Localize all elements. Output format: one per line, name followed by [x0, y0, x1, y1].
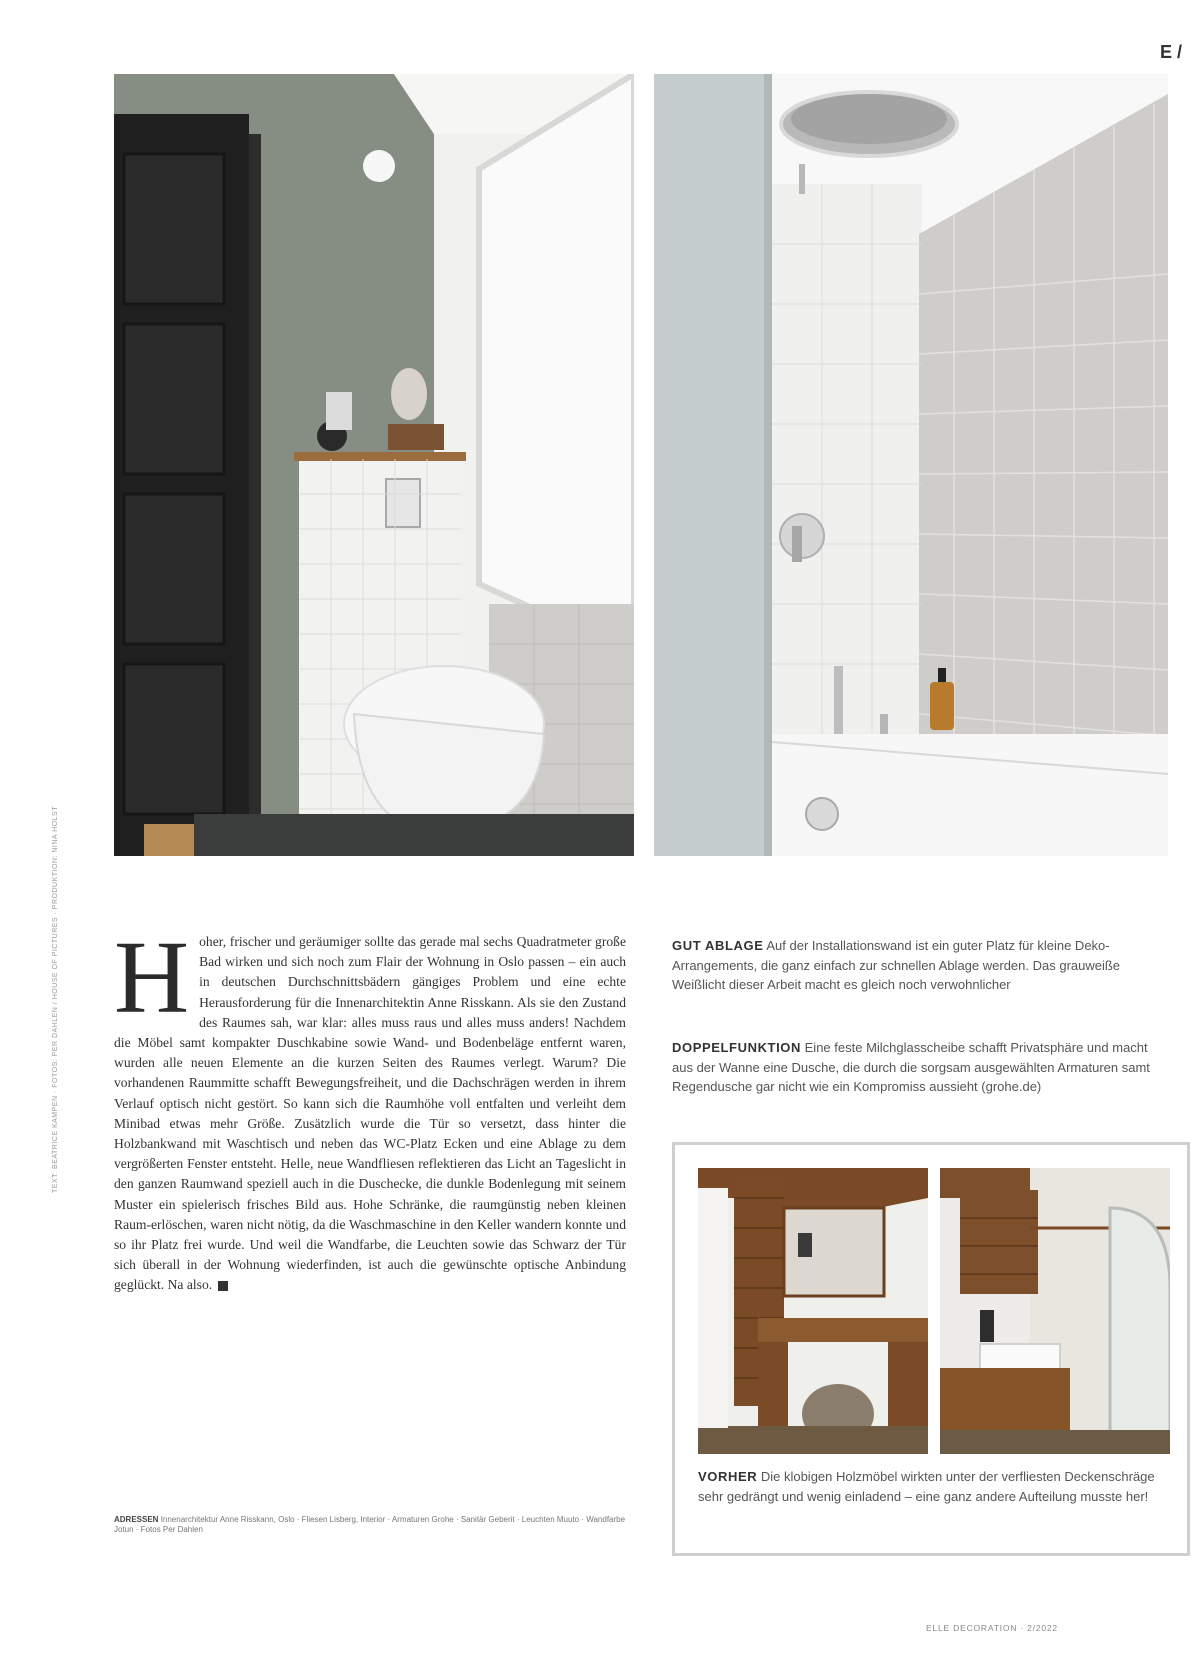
caption-lead: VORHER	[698, 1469, 758, 1484]
credits-label: ADRESSEN	[114, 1515, 159, 1524]
caption-text: Eine feste Milchglasscheibe schafft Privatsphäre und macht aus der Wanne eine Dusche, die durch die sorgsam ausgewählten Armaturen samt Regendusche gar nicht wie ein Kompromiss aussieht (grohe.de)	[672, 1040, 1150, 1094]
side-vertical-text: TEXT: BEATRICE KAMPEN · FOTOS: PER DAHLEN / HOUSE OF PICTURES · PRODUKTION: NINA HOLST	[52, 806, 59, 1193]
photo-before-sink	[940, 1168, 1170, 1454]
caption-lead: GUT ABLAGE	[672, 938, 764, 953]
photo-bathtub-shower	[654, 74, 1168, 856]
drop-cap: H	[114, 920, 190, 1035]
page-footer: ELLE DECORATION · 2/2022	[926, 1623, 1058, 1633]
photo-before-cabinet	[698, 1168, 928, 1454]
caption-vorher	[698, 1467, 1158, 1506]
caption-text: Auf der Installationswand ist ein guter Platz für kleine Deko-Arrangements, die ganz einfach zur schnellen Ablage werden. Das grauweiße Weißlicht dieser Arbeit macht es gleich noch verwohnlicher	[672, 938, 1121, 992]
caption-text: Die klobigen Holzmöbel wirkten unter der verfliesten Deckenschräge sehr gedrängt und wenig einladend – eine ganz andere Aufteilung musste her!	[698, 1469, 1155, 1504]
photo-toilet	[114, 74, 634, 856]
credits	[114, 1515, 626, 1535]
credits-text: Innenarchitektur Anne Risskann, Oslo · Fliesen Lisberg, Interior · Armaturen Grohe · Sanitär Geberit · Leuchten Muuto · Wandfarbe Jotun · Fotos Per Dahlen	[114, 1515, 626, 1534]
caption-doppelfunktion	[672, 1038, 1166, 1097]
side-vertical-credit	[52, 806, 62, 1556]
article-body-text: oher, frischer und geräumiger sollte das gerade mal sechs Quadratmeter große Bad wirken und sich noch zum Flair der Wohnung in Oslo passen – ein auch in deutschen Durchschnittsbädern gängiges Problem und eine echte Herausforderung für die Innenarchitektin Anne Risskann. Als sie den Zustand des Raumes sah, war klar: alles muss raus und alles muss anders! Nachdem die Möbel samt kompakter Duschkabine sowie Wand- und Bodenbeläge entfernt waren, wurden alle neuen Elemente an die kurzen Seiten des Raumes verlegt. Warum? Die vorhandenen Raummitte schafft Bewegungsfreiheit, und die Dachschrägen werden in ihrem Verlauf optisch nicht gestört. So kann sich die Raumhöhe voll entfalten und verleiht dem Minibad etwas mehr Größe. Zusätzlich wurde die Tür so versetzt, dass hinter die Holzbankwand mit Waschtisch und neben das WC-Platz Ecken und eine Ablage zu dem vergrößerten Fenster entsteht. Helle, neue Wandfliesen reflektieren das Licht an Tageslicht in den ganzen Raumwand speziell auch in die Duschecke, die dunkle Bodenlegung mit seinem Muster ein spielerisch frisches Bild aus. Hohe Schränke, die raumgünstig neben kleinen Raum-erlöschen, waren nicht nötig, da die Waschmaschine in den Keller wandern konnte und so ihr Platz frei wurde. Und weil die Wandfarbe, die Leuchten sowie das Schwarz der Tür sich überall in der Wohnung wiederfinden, ist auch die gewünschte optische Anbindung geglückt. Na also.	[114, 934, 626, 1293]
caption-gut-ablage	[672, 936, 1166, 995]
end-of-article-square-icon	[218, 1281, 228, 1291]
caption-lead: DOPPELFUNKTION	[672, 1040, 802, 1055]
page-corner-mark: E /	[1160, 42, 1183, 62]
article-body	[114, 920, 626, 1296]
